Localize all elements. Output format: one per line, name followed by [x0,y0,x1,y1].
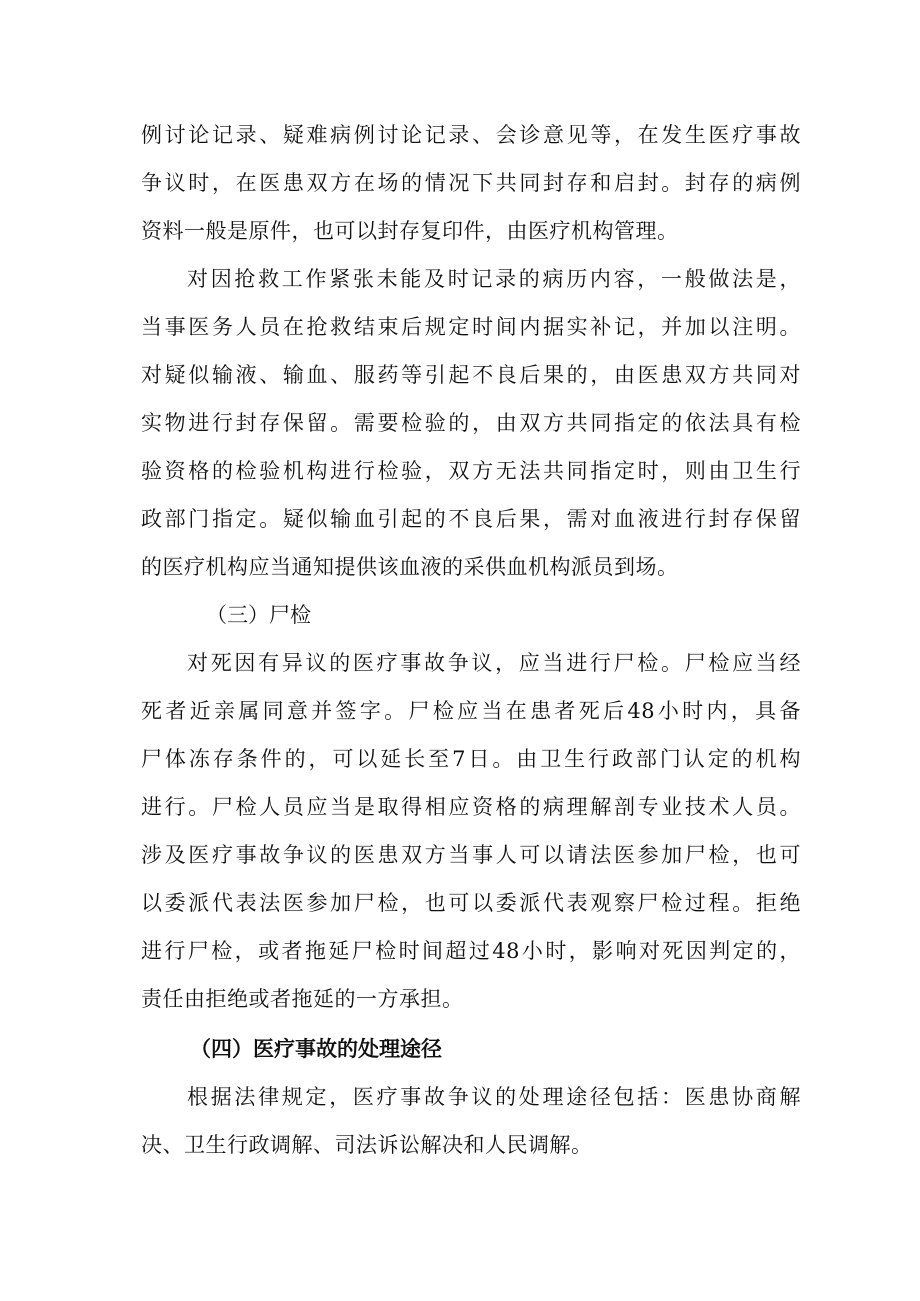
body-text-line: 涉及医疗事故争议的医患双方当事人可以请法医参加尸检，也可 [141,843,801,867]
body-text-line: 的医疗机构应当通知提供该血液的采供血机构派员到场。 [141,555,679,579]
body-text-line: 验资格的检验机构进行检验，双方无法共同指定时，则由卫生行 [141,459,801,483]
body-text-line: 政部门指定。疑似输血引起的不良后果，需对血液进行封存保留 [141,507,801,531]
body-text-line: 资料一般是原件，也可以封存复印件，由医疗机构管理。 [141,219,679,243]
body-text-line: 以委派代表法医参加尸检，也可以委派代表观察尸检过程。拒绝 [141,891,801,915]
section-heading-handling-routes: （四）医疗事故的处理途径 [190,1037,442,1061]
body-text-line: 实物进行封存保留。需要检验的，由双方共同指定的依法具有检 [141,411,801,435]
body-text-line: 死者近亲属同意并签字。尸检应当在患者死后48小时内，具备 [141,699,801,723]
section-heading-autopsy: （三）尸检 [206,603,311,627]
body-text-line: 例讨论记录、疑难病例讨论记录、会诊意见等，在发生医疗事故 [141,123,801,147]
body-text-line: 争议时，在医患双方在场的情况下共同封存和启封。封存的病例 [141,171,801,195]
paragraph-first-line: 对死因有异议的医疗事故争议，应当进行尸检。尸检应当经 [187,651,801,675]
body-text-line: 责任由拒绝或者拖延的一方承担。 [141,987,464,1011]
paragraph-first-line: 对因抢救工作紧张未能及时记录的病历内容，一般做法是， [187,267,801,291]
body-text-line: 尸体冻存条件的，可以延长至7日。由卫生行政部门认定的机构 [141,747,801,771]
body-text-line: 进行。尸检人员应当是取得相应资格的病理解剖专业技术人员。 [141,795,801,819]
body-text-line: 当事医务人员在抢救结束后规定时间内据实补记，并加以注明。 [141,315,801,339]
paragraph-first-line: 根据法律规定，医疗事故争议的处理途径包括：医患协商解 [187,1085,801,1109]
body-text-line: 进行尸检，或者拖延尸检时间超过48小时，影响对死因判定的， [141,939,801,963]
body-text-line: 决、卫生行政调解、司法诉讼解决和人民调解。 [141,1133,593,1157]
body-text-line: 对疑似输液、输血、服药等引起不良后果的，由医患双方共同对 [141,363,801,387]
